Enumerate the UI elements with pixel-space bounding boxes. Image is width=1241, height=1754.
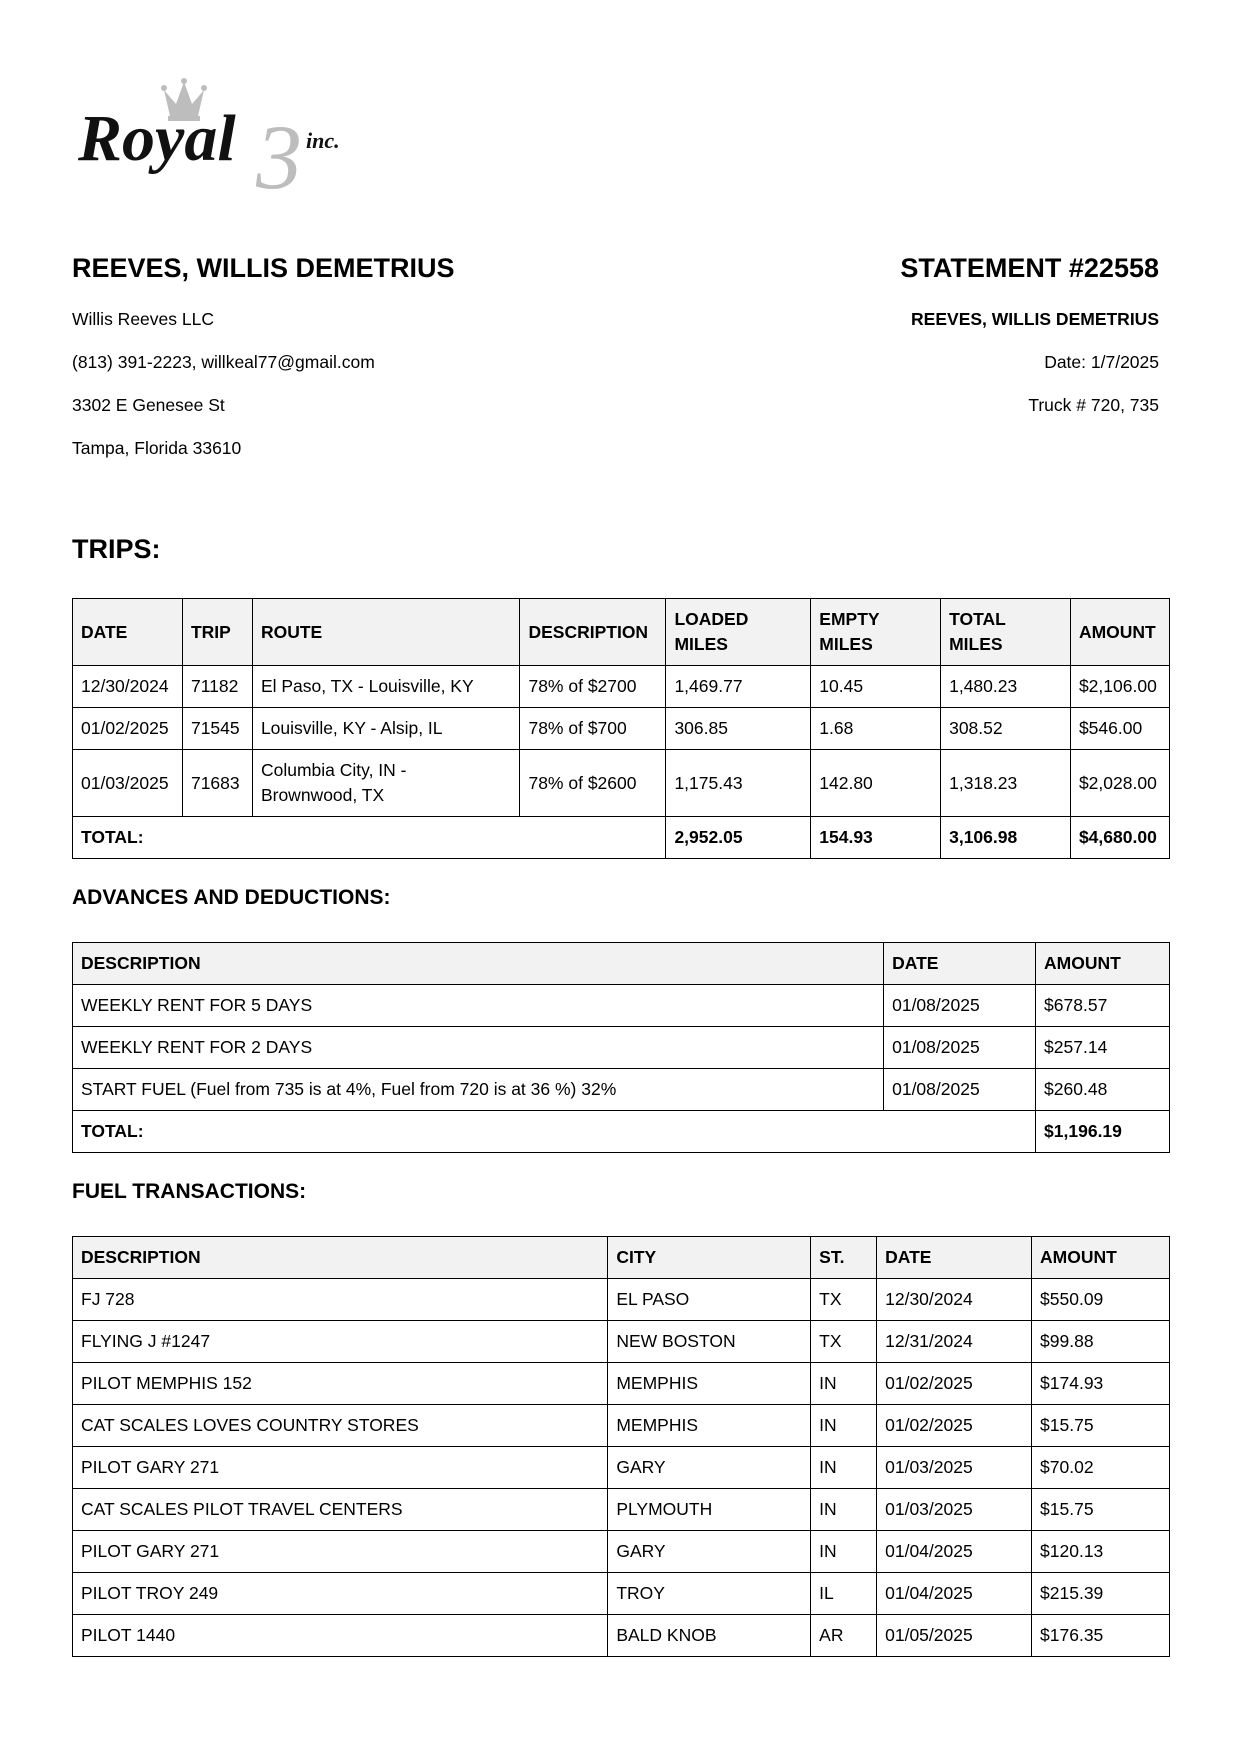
col-header-city: CITY: [608, 1237, 811, 1279]
logo-wordmark: Royal: [78, 102, 236, 175]
trip-empty-miles: 10.45: [811, 666, 941, 708]
trips-total-row: [73, 817, 1170, 859]
logo-numeral: 3: [256, 106, 302, 196]
fuel-description: FLYING J #1247: [73, 1321, 608, 1363]
trips-total-loaded: 2,952.05: [666, 817, 811, 859]
statement-driver-name: REEVES, WILLIS DEMETRIUS: [911, 309, 1159, 329]
fuel-city: GARY: [608, 1447, 811, 1489]
fuel-state: IN: [811, 1489, 877, 1531]
fuel-description: PILOT MEMPHIS 152: [73, 1363, 608, 1405]
fuel-amount: $99.88: [1032, 1321, 1170, 1363]
advance-row: [73, 985, 1170, 1027]
fuel-description: PILOT GARY 271: [73, 1531, 608, 1573]
fuel-city: MEMPHIS: [608, 1405, 811, 1447]
statement-info: [599, 250, 1159, 415]
col-header-trip: TRIP: [182, 599, 252, 666]
trip-description: 78% of $2600: [520, 750, 666, 817]
trip-empty-miles: 142.80: [811, 750, 941, 817]
trips-total-empty: 154.93: [811, 817, 941, 859]
trip-loaded-miles: 306.85: [666, 708, 811, 750]
advance-amount: $257.14: [1036, 1027, 1170, 1069]
advance-description: START FUEL (Fuel from 735 is at 4%, Fuel from 720 is at 36 %) 32%: [73, 1069, 884, 1111]
fuel-city: MEMPHIS: [608, 1363, 811, 1405]
advance-date: 01/08/2025: [884, 985, 1036, 1027]
col-header-date: DATE: [73, 599, 183, 666]
col-header-description: DESCRIPTION: [73, 943, 884, 985]
fuel-row: [73, 1573, 1170, 1615]
loaded-line1: LOADED: [674, 609, 749, 629]
fuel-amount: $120.13: [1032, 1531, 1170, 1573]
fuel-city: BALD KNOB: [608, 1615, 811, 1657]
trip-amount: $546.00: [1070, 708, 1169, 750]
trips-section-title: TRIPS:: [72, 534, 161, 564]
fuel-state: TX: [811, 1321, 877, 1363]
trips-table: [72, 598, 1170, 859]
trip-date: 01/03/2025: [73, 750, 183, 817]
company-logo: [78, 76, 388, 196]
fuel-description: CAT SCALES PILOT TRAVEL CENTERS: [73, 1489, 608, 1531]
trip-row: [73, 750, 1170, 817]
fuel-row: [73, 1321, 1170, 1363]
fuel-amount: $550.09: [1032, 1279, 1170, 1321]
trips-total-amount: $4,680.00: [1070, 817, 1169, 859]
fuel-amount: $70.02: [1032, 1447, 1170, 1489]
trip-date: 12/30/2024: [73, 666, 183, 708]
statement-date: Date: 1/7/2025: [1044, 352, 1159, 372]
trip-number: 71683: [182, 750, 252, 817]
fuel-state: IN: [811, 1447, 877, 1489]
fuel-city: EL PASO: [608, 1279, 811, 1321]
fuel-description: PILOT 1440: [73, 1615, 608, 1657]
fuel-city: NEW BOSTON: [608, 1321, 811, 1363]
fuel-city: TROY: [608, 1573, 811, 1615]
fuel-amount: $15.75: [1032, 1405, 1170, 1447]
trip-description: 78% of $700: [520, 708, 666, 750]
col-header-description: DESCRIPTION: [73, 1237, 608, 1279]
trip-amount: $2,028.00: [1070, 750, 1169, 817]
fuel-date: 01/03/2025: [877, 1447, 1032, 1489]
col-header-date: DATE: [877, 1237, 1032, 1279]
fuel-row: [73, 1447, 1170, 1489]
trip-number: 71182: [182, 666, 252, 708]
fuel-state: AR: [811, 1615, 877, 1657]
trip-amount: $2,106.00: [1070, 666, 1169, 708]
advance-amount: $678.57: [1036, 985, 1170, 1027]
fuel-amount: $215.39: [1032, 1573, 1170, 1615]
advance-amount: $260.48: [1036, 1069, 1170, 1111]
col-header-loaded-miles: [666, 599, 811, 666]
logo-suffix: inc.: [306, 128, 340, 153]
fuel-date: 12/31/2024: [877, 1321, 1032, 1363]
fuel-amount: $174.93: [1032, 1363, 1170, 1405]
driver-address-line2: Tampa, Florida 33610: [72, 438, 242, 458]
total-line2: MILES: [949, 634, 1003, 654]
route-line2: Brownwood, TX: [260, 785, 385, 805]
fuel-state: TX: [811, 1279, 877, 1321]
fuel-date: 01/02/2025: [877, 1405, 1032, 1447]
fuel-state: IN: [811, 1363, 877, 1405]
fuel-date: 01/04/2025: [877, 1531, 1032, 1573]
col-header-total-miles: [941, 599, 1071, 666]
trips-total-miles: 3,106.98: [941, 817, 1071, 859]
fuel-amount: $176.35: [1032, 1615, 1170, 1657]
fuel-description: PILOT GARY 271: [73, 1447, 608, 1489]
total-line1: TOTAL: [949, 609, 1006, 629]
empty-line2: MILES: [819, 634, 873, 654]
fuel-row: [73, 1489, 1170, 1531]
fuel-description: PILOT TROY 249: [73, 1573, 608, 1615]
fuel-amount: $15.75: [1032, 1489, 1170, 1531]
fuel-row: [73, 1363, 1170, 1405]
statement-truck: Truck # 720, 735: [1028, 395, 1159, 415]
fuel-date: 01/03/2025: [877, 1489, 1032, 1531]
driver-company: Willis Reeves LLC: [72, 309, 214, 329]
trip-total-miles: 1,480.23: [941, 666, 1071, 708]
trip-date: 01/02/2025: [73, 708, 183, 750]
fuel-description: FJ 728: [73, 1279, 608, 1321]
driver-address-line1: 3302 E Genesee St: [72, 395, 225, 415]
advances-total-label: TOTAL:: [73, 1111, 1036, 1153]
fuel-state: IN: [811, 1531, 877, 1573]
advances-section-title: ADVANCES AND DEDUCTIONS:: [72, 886, 391, 909]
advance-date: 01/08/2025: [884, 1069, 1036, 1111]
loaded-line2: MILES: [674, 634, 728, 654]
advance-description: WEEKLY RENT FOR 5 DAYS: [73, 985, 884, 1027]
col-header-state: ST.: [811, 1237, 877, 1279]
trip-total-miles: 1,318.23: [941, 750, 1071, 817]
fuel-state: IL: [811, 1573, 877, 1615]
advances-header-row: [73, 943, 1170, 985]
col-header-amount: AMOUNT: [1032, 1237, 1170, 1279]
fuel-date: 12/30/2024: [877, 1279, 1032, 1321]
fuel-state: IN: [811, 1405, 877, 1447]
fuel-date: 01/02/2025: [877, 1363, 1032, 1405]
driver-contact: (813) 391-2223, willkeal77@gmail.com: [72, 352, 375, 372]
trip-total-miles: 308.52: [941, 708, 1071, 750]
trip-route: Louisville, KY - Alsip, IL: [252, 708, 520, 750]
trip-row: [73, 666, 1170, 708]
trip-row: [73, 708, 1170, 750]
trip-loaded-miles: 1,469.77: [666, 666, 811, 708]
advances-total-row: [73, 1111, 1170, 1153]
col-header-date: DATE: [884, 943, 1036, 985]
fuel-row: [73, 1531, 1170, 1573]
route-line1: Columbia City, IN -: [260, 760, 407, 780]
col-header-empty-miles: [811, 599, 941, 666]
fuel-row: [73, 1279, 1170, 1321]
col-header-route: ROUTE: [252, 599, 520, 666]
trip-route: El Paso, TX - Louisville, KY: [252, 666, 520, 708]
trip-number: 71545: [182, 708, 252, 750]
trips-header-row: [73, 599, 1170, 666]
trip-loaded-miles: 1,175.43: [666, 750, 811, 817]
driver-name: REEVES, WILLIS DEMETRIUS: [72, 253, 455, 283]
col-header-description: DESCRIPTION: [520, 599, 666, 666]
statement-title: STATEMENT #22558: [900, 253, 1159, 283]
advances-table: [72, 942, 1170, 1153]
trip-description: 78% of $2700: [520, 666, 666, 708]
fuel-city: PLYMOUTH: [608, 1489, 811, 1531]
trip-empty-miles: 1.68: [811, 708, 941, 750]
fuel-row: [73, 1405, 1170, 1447]
fuel-city: GARY: [608, 1531, 811, 1573]
fuel-row: [73, 1615, 1170, 1657]
advance-row: [73, 1069, 1170, 1111]
fuel-date: 01/04/2025: [877, 1573, 1032, 1615]
fuel-description: CAT SCALES LOVES COUNTRY STORES: [73, 1405, 608, 1447]
advance-date: 01/08/2025: [884, 1027, 1036, 1069]
fuel-date: 01/05/2025: [877, 1615, 1032, 1657]
col-header-amount: AMOUNT: [1036, 943, 1170, 985]
advances-total-amount: $1,196.19: [1036, 1111, 1170, 1153]
fuel-section-title: FUEL TRANSACTIONS:: [72, 1180, 307, 1203]
advance-description: WEEKLY RENT FOR 2 DAYS: [73, 1027, 884, 1069]
col-header-amount: AMOUNT: [1070, 599, 1169, 666]
trips-total-label: TOTAL:: [73, 817, 666, 859]
fuel-header-row: [73, 1237, 1170, 1279]
advance-row: [73, 1027, 1170, 1069]
fuel-table: [72, 1236, 1170, 1657]
driver-info: [72, 250, 632, 458]
empty-line1: EMPTY: [819, 609, 880, 629]
trip-route: [252, 750, 520, 817]
